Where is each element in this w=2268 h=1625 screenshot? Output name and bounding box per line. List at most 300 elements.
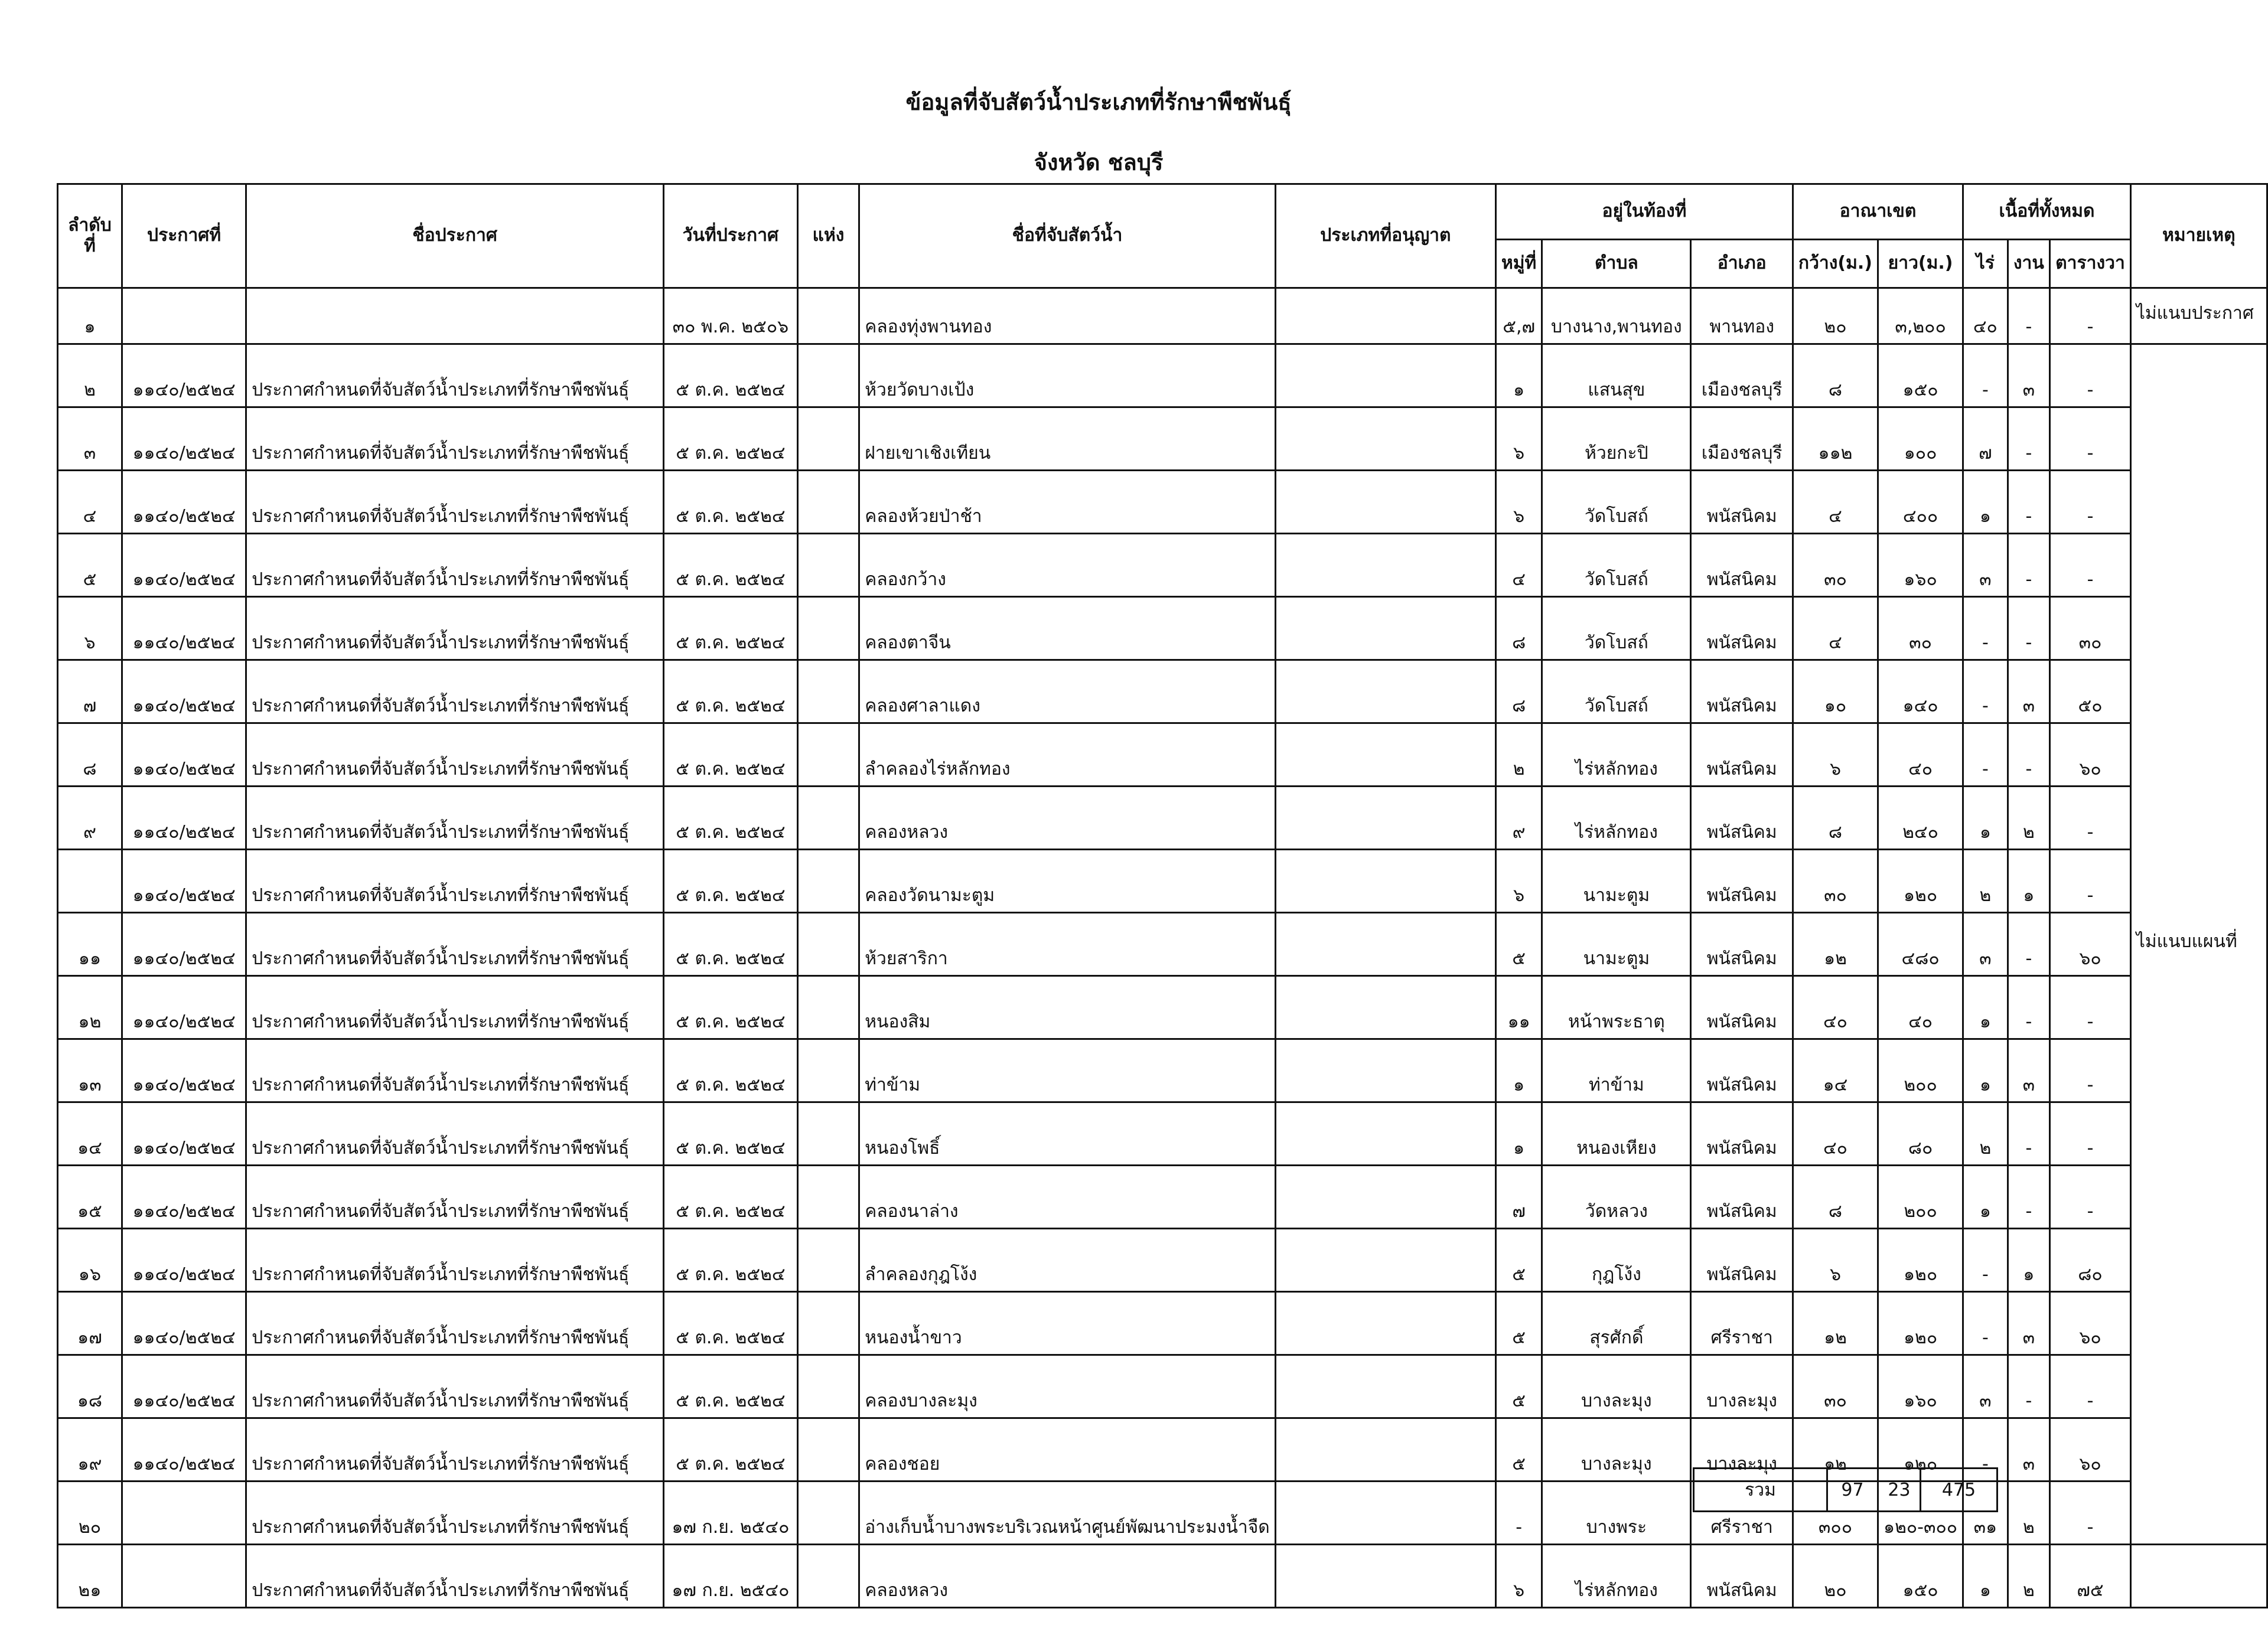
header-moo: หมู่ที่: [1495, 240, 1542, 288]
area-ngan: -: [2008, 1355, 2050, 1418]
row-number: ๑๘: [58, 1355, 122, 1418]
amphoe: พนัสนิคม: [1691, 660, 1793, 723]
row-number: ๒๑: [58, 1545, 122, 1608]
place-name: ฝายเขาเชิงเทียน: [859, 407, 1276, 471]
tambon: วัดโบสถ์: [1542, 471, 1691, 534]
area-ngan: ๓: [2008, 1039, 2050, 1102]
area-sqwa: ๘๐: [2050, 1229, 2131, 1292]
announcement-date: ๕ ต.ค. ๒๕๒๔: [663, 850, 797, 913]
width-m: ๔๐: [1793, 976, 1878, 1039]
length-m: ๓๐: [1878, 597, 1963, 660]
area-sqwa: -: [2050, 471, 2131, 534]
area-rai: ๑: [1963, 1545, 2008, 1608]
area-rai: ๒: [1963, 1102, 2008, 1166]
area-rai: -: [1963, 344, 2008, 407]
moo-number: ๗: [1495, 1166, 1542, 1229]
place-name: คลองตาจีน: [859, 597, 1276, 660]
area-sqwa: -: [2050, 850, 2131, 913]
area-rai: ๑: [1963, 976, 2008, 1039]
total-ngan: 23: [1878, 1469, 1921, 1512]
width-m: ๑๒: [1793, 1292, 1878, 1355]
header-remark: หมายเหตุ: [2130, 184, 2267, 288]
amphoe: พนัสนิคม: [1691, 1229, 1793, 1292]
area-ngan: -: [2008, 471, 2050, 534]
area-sqwa: ๖๐: [2050, 1418, 2131, 1482]
place-count: [797, 407, 859, 471]
area-sqwa: -: [2050, 1166, 2131, 1229]
place-count: [797, 787, 859, 850]
header-amphoe: อำเภอ: [1691, 240, 1793, 288]
width-m: ๘: [1793, 1166, 1878, 1229]
header-location: อยู่ในท้องที่: [1495, 184, 1793, 240]
area-sqwa: -: [2050, 407, 2131, 471]
place-name: คลองหลวง: [859, 1545, 1276, 1608]
permit-type: [1275, 597, 1495, 660]
width-m: ๓๐: [1793, 534, 1878, 597]
moo-number: ๕,๗: [1495, 288, 1542, 344]
tambon: กุฎโง้ง: [1542, 1229, 1691, 1292]
announcement-name: ประกาศกำหนดที่จับสัตว์น้ำประเภทที่รักษาพืชพันธุ์: [246, 723, 664, 787]
amphoe: พนัสนิคม: [1691, 534, 1793, 597]
place-name: อ่างเก็บน้ำบางพระบริเวณหน้าศูนย์พัฒนาประมงน้ำจืด: [859, 1482, 1276, 1545]
place-name: หนองโพธิ์: [859, 1102, 1276, 1166]
area-ngan: ๓: [2008, 660, 2050, 723]
total-sqwa: 475: [1921, 1469, 1997, 1512]
announcement-number: ๑๑๔๐/๒๕๒๔: [122, 534, 246, 597]
announcement-date: ๕ ต.ค. ๒๕๒๔: [663, 534, 797, 597]
announcement-date: ๑๗ ก.ย. ๒๕๔๐: [663, 1545, 797, 1608]
place-count: [797, 1166, 859, 1229]
area-sqwa: -: [2050, 288, 2131, 344]
moo-number: ๖: [1495, 471, 1542, 534]
announcement-name: ประกาศกำหนดที่จับสัตว์น้ำประเภทที่รักษาพืชพันธุ์: [246, 1545, 664, 1608]
announcement-number: ๑๑๔๐/๒๕๒๔: [122, 787, 246, 850]
table-row: [58, 1292, 2267, 1355]
moo-number: ๖: [1495, 1545, 1542, 1608]
width-m: ๓๐: [1793, 850, 1878, 913]
area-sqwa: -: [2050, 344, 2131, 407]
area-ngan: -: [2008, 407, 2050, 471]
place-name: คลองบางละมุง: [859, 1355, 1276, 1418]
width-m: ๑๒: [1793, 913, 1878, 976]
width-m: ๖: [1793, 723, 1878, 787]
area-rai: ๗: [1963, 407, 2008, 471]
announcement-number: ๑๑๔๐/๒๕๒๔: [122, 1292, 246, 1355]
announcement-number: [122, 1545, 246, 1608]
area-rai: ๑: [1963, 1039, 2008, 1102]
area-ngan: -: [2008, 723, 2050, 787]
table-row: [58, 976, 2267, 1039]
area-ngan: ๓: [2008, 344, 2050, 407]
header-rai: ไร่: [1963, 240, 2008, 288]
table-row: [58, 660, 2267, 723]
table-row: [58, 1166, 2267, 1229]
amphoe: พนัสนิคม: [1691, 723, 1793, 787]
tambon: แสนสุข: [1542, 344, 1691, 407]
announcement-name: ประกาศกำหนดที่จับสัตว์น้ำประเภทที่รักษาพืชพันธุ์: [246, 1166, 664, 1229]
header-boundary: อาณาเขต: [1793, 184, 1963, 240]
amphoe: พนัสนิคม: [1691, 976, 1793, 1039]
width-m: ๖: [1793, 1229, 1878, 1292]
moo-number: ๑๑: [1495, 976, 1542, 1039]
total-rai: 97: [1827, 1469, 1878, 1512]
announcement-name: ประกาศกำหนดที่จับสัตว์น้ำประเภทที่รักษาพืชพันธุ์: [246, 850, 664, 913]
area-ngan: -: [2008, 288, 2050, 344]
moo-number: ๑: [1495, 1039, 1542, 1102]
place-count: [797, 850, 859, 913]
area-sqwa: -: [2050, 534, 2131, 597]
permit-type: [1275, 1545, 1495, 1608]
length-m: ๔๐: [1878, 723, 1963, 787]
length-m: ๑๒๐-๓๐๐: [1878, 1482, 1963, 1545]
tambon: บางพระ: [1542, 1482, 1691, 1545]
total-row: [1694, 1469, 1997, 1512]
announcement-date: ๓๐ พ.ค. ๒๕๐๖: [663, 288, 797, 344]
table-row: [58, 850, 2267, 913]
area-rai: ๑: [1963, 471, 2008, 534]
table-row: [58, 597, 2267, 660]
length-m: ๒๐๐: [1878, 1039, 1963, 1102]
length-m: ๑๔๐: [1878, 660, 1963, 723]
place-count: [797, 976, 859, 1039]
area-sqwa: -: [2050, 1102, 2131, 1166]
length-m: ๑๒๐: [1878, 1292, 1963, 1355]
place-count: [797, 1102, 859, 1166]
announcement-date: ๕ ต.ค. ๒๕๒๔: [663, 1355, 797, 1418]
area-ngan: -: [2008, 534, 2050, 597]
announcement-number: ๑๑๔๐/๒๕๒๔: [122, 1166, 246, 1229]
announcement-date: ๕ ต.ค. ๒๕๒๔: [663, 1102, 797, 1166]
length-m: ๑๒๐: [1878, 850, 1963, 913]
area-ngan: ๓: [2008, 1418, 2050, 1482]
announcement-date: ๕ ต.ค. ๒๕๒๔: [663, 344, 797, 407]
moo-number: ๖: [1495, 850, 1542, 913]
area-sqwa: ๕๐: [2050, 660, 2131, 723]
width-m: ๑๒: [1793, 1418, 1878, 1482]
place-count: [797, 288, 859, 344]
width-m: ๑๑๒: [1793, 407, 1878, 471]
permit-type: [1275, 407, 1495, 471]
announcement-date: ๕ ต.ค. ๒๕๒๔: [663, 1166, 797, 1229]
tambon: วัดหลวง: [1542, 1166, 1691, 1229]
row-number: ๑๓: [58, 1039, 122, 1102]
length-m: ๑๒๐: [1878, 1229, 1963, 1292]
row-number: ๔: [58, 471, 122, 534]
place-count: [797, 1229, 859, 1292]
area-ngan: -: [2008, 913, 2050, 976]
announcement-number: ๑๑๔๐/๒๕๒๔: [122, 407, 246, 471]
amphoe: พนัสนิคม: [1691, 787, 1793, 850]
place-count: [797, 1292, 859, 1355]
tambon: ท่าข้าม: [1542, 1039, 1691, 1102]
table-row: [58, 344, 2267, 407]
width-m: ๘: [1793, 344, 1878, 407]
area-rai: -: [1963, 1418, 2008, 1482]
tambon: นามะตูม: [1542, 850, 1691, 913]
length-m: ๘๐: [1878, 1102, 1963, 1166]
tambon: บางละมุง: [1542, 1355, 1691, 1418]
amphoe: ศรีราชา: [1691, 1292, 1793, 1355]
total-table: [1693, 1467, 1998, 1512]
moo-number: ๑: [1495, 1102, 1542, 1166]
area-sqwa: ๖๐: [2050, 913, 2131, 976]
announcement-number: ๑๑๔๐/๒๕๒๔: [122, 1229, 246, 1292]
tambon: สุรศักดิ์: [1542, 1292, 1691, 1355]
announcement-number: ๑๑๔๐/๒๕๒๔: [122, 913, 246, 976]
row-number: ๒: [58, 344, 122, 407]
document-title: ข้อมูลที่จับสัตว์น้ำประเภทที่รักษาพืชพันธุ์: [905, 89, 1292, 115]
table-row: [58, 471, 2267, 534]
place-name: คลองชอย: [859, 1418, 1276, 1482]
amphoe: พนัสนิคม: [1691, 471, 1793, 534]
header-tambon: ตำบล: [1542, 240, 1691, 288]
row-number: ๑: [58, 288, 122, 344]
place-name: คลองวัดนามะตูม: [859, 850, 1276, 913]
moo-number: ๘: [1495, 597, 1542, 660]
header-ngan: งาน: [2008, 240, 2050, 288]
amphoe: พนัสนิคม: [1691, 850, 1793, 913]
amphoe: พนัสนิคม: [1691, 597, 1793, 660]
tambon: ไร่หลักทอง: [1542, 723, 1691, 787]
header-total-area: เนื้อที่ทั้งหมด: [1963, 184, 2131, 240]
tambon: วัดโบสถ์: [1542, 534, 1691, 597]
announcement-name: ประกาศกำหนดที่จับสัตว์น้ำประเภทที่รักษาพืชพันธุ์: [246, 787, 664, 850]
permit-type: [1275, 288, 1495, 344]
table-row: [58, 1229, 2267, 1292]
permit-type: [1275, 723, 1495, 787]
header-sqwa: ตารางวา: [2050, 240, 2131, 288]
announcement-name: ประกาศกำหนดที่จับสัตว์น้ำประเภทที่รักษาพืชพันธุ์: [246, 660, 664, 723]
table-row: [58, 288, 2267, 344]
amphoe: พนัสนิคม: [1691, 1545, 1793, 1608]
area-ngan: ๓: [2008, 1292, 2050, 1355]
length-m: ๒๔๐: [1878, 787, 1963, 850]
area-rai: -: [1963, 597, 2008, 660]
area-sqwa: ๓๐: [2050, 597, 2131, 660]
announcement-date: ๕ ต.ค. ๒๕๒๔: [663, 1039, 797, 1102]
announcement-name: ประกาศกำหนดที่จับสัตว์น้ำประเภทที่รักษาพืชพันธุ์: [246, 1292, 664, 1355]
header-length: ยาว(ม.): [1878, 240, 1963, 288]
permit-type: [1275, 344, 1495, 407]
amphoe: พนัสนิคม: [1691, 1102, 1793, 1166]
announcement-number: [122, 1482, 246, 1545]
width-m: ๔: [1793, 597, 1878, 660]
length-m: ๒๐๐: [1878, 1166, 1963, 1229]
place-count: [797, 660, 859, 723]
announcement-number: [122, 288, 246, 344]
area-rai: ๓: [1963, 534, 2008, 597]
area-rai: -: [1963, 723, 2008, 787]
amphoe: พานทอง: [1691, 288, 1793, 344]
tambon: นามะตูม: [1542, 913, 1691, 976]
area-ngan: ๒: [2008, 1482, 2050, 1545]
announcement-date: ๕ ต.ค. ๒๕๒๔: [663, 597, 797, 660]
permit-type: [1275, 1418, 1495, 1482]
width-m: ๑๔: [1793, 1039, 1878, 1102]
area-rai: ๑: [1963, 787, 2008, 850]
announcement-number: ๑๑๔๐/๒๕๒๔: [122, 1102, 246, 1166]
place-name: คลองห้วยป่าช้า: [859, 471, 1276, 534]
announcement-name: ประกาศกำหนดที่จับสัตว์น้ำประเภทที่รักษาพืชพันธุ์: [246, 597, 664, 660]
permit-type: [1275, 1166, 1495, 1229]
moo-number: ๑: [1495, 344, 1542, 407]
header-announcement-no: ประกาศที่: [122, 184, 246, 288]
area-ngan: ๑: [2008, 850, 2050, 913]
place-count: [797, 1545, 859, 1608]
table-row: [58, 1545, 2267, 1608]
moo-number: ๔: [1495, 534, 1542, 597]
area-rai: ๓๑: [1963, 1482, 2008, 1545]
tambon: ไร่หลักทอง: [1542, 1545, 1691, 1608]
row-number: ๑๙: [58, 1418, 122, 1482]
area-rai: ๒: [1963, 850, 2008, 913]
place-name: คลองศาลาแดง: [859, 660, 1276, 723]
place-count: [797, 1418, 859, 1482]
place-name: หนองสิม: [859, 976, 1276, 1039]
tambon: วัดโบสถ์: [1542, 660, 1691, 723]
moo-number: ๙: [1495, 787, 1542, 850]
row-number: ๙: [58, 787, 122, 850]
amphoe: พนัสนิคม: [1691, 913, 1793, 976]
announcement-name: ประกาศกำหนดที่จับสัตว์น้ำประเภทที่รักษาพืชพันธุ์: [246, 1355, 664, 1418]
tambon: หน้าพระธาตุ: [1542, 976, 1691, 1039]
amphoe: เมืองชลบุรี: [1691, 407, 1793, 471]
moo-number: ๕: [1495, 1292, 1542, 1355]
tambon: บางนาง,พานทอง: [1542, 288, 1691, 344]
moo-number: ๕: [1495, 913, 1542, 976]
moo-number: ๕: [1495, 1418, 1542, 1482]
announcement-number: ๑๑๔๐/๒๕๒๔: [122, 976, 246, 1039]
width-m: ๑๐: [1793, 660, 1878, 723]
area-ngan: -: [2008, 1166, 2050, 1229]
area-ngan: -: [2008, 976, 2050, 1039]
length-m: ๑๐๐: [1878, 407, 1963, 471]
length-m: ๔๐๐: [1878, 471, 1963, 534]
area-ngan: ๒: [2008, 787, 2050, 850]
place-count: [797, 534, 859, 597]
place-name: ลำคลองไร่หลักทอง: [859, 723, 1276, 787]
header-announcement-name: ชื่อประกาศ: [246, 184, 664, 288]
permit-type: [1275, 850, 1495, 913]
place-name: คลองหลวง: [859, 787, 1276, 850]
place-count: [797, 1482, 859, 1545]
remark-first: ไม่แนบประกาศ: [2130, 288, 2267, 344]
length-m: ๑๕๐: [1878, 1545, 1963, 1608]
announcement-number: ๑๑๔๐/๒๕๒๔: [122, 1418, 246, 1482]
document-subtitle: จังหวัด ชลบุรี: [1034, 149, 1164, 175]
permit-type: [1275, 787, 1495, 850]
announcement-date: ๕ ต.ค. ๒๕๒๔: [663, 723, 797, 787]
row-number: ๕: [58, 534, 122, 597]
amphoe: พนัสนิคม: [1691, 1039, 1793, 1102]
announcement-number: ๑๑๔๐/๒๕๒๔: [122, 471, 246, 534]
row-number: ๗: [58, 660, 122, 723]
tambon: บางละมุง: [1542, 1418, 1691, 1482]
announcement-number: ๑๑๔๐/๒๕๒๔: [122, 1355, 246, 1418]
row-number: ๓: [58, 407, 122, 471]
announcement-date: ๕ ต.ค. ๒๕๒๔: [663, 1418, 797, 1482]
permit-type: [1275, 976, 1495, 1039]
announcement-name: ประกาศกำหนดที่จับสัตว์น้ำประเภทที่รักษาพืชพันธุ์: [246, 976, 664, 1039]
data-table: [57, 183, 2268, 1608]
announcement-number: ๑๑๔๐/๒๕๒๔: [122, 723, 246, 787]
permit-type: [1275, 1482, 1495, 1545]
row-number: ๑๗: [58, 1292, 122, 1355]
length-m: ๔๘๐: [1878, 913, 1963, 976]
place-name: คลองนาล่าง: [859, 1166, 1276, 1229]
header-permit-type: ประเภทที่อนุญาต: [1275, 184, 1495, 288]
announcement-number: ๑๑๔๐/๒๕๒๔: [122, 597, 246, 660]
area-rai: -: [1963, 1229, 2008, 1292]
permit-type: [1275, 1229, 1495, 1292]
announcement-date: ๕ ต.ค. ๒๕๒๔: [663, 1292, 797, 1355]
area-sqwa: -: [2050, 1355, 2131, 1418]
amphoe: บางละมุง: [1691, 1418, 1793, 1482]
header-no: ลำดับ ที่: [58, 184, 122, 288]
permit-type: [1275, 471, 1495, 534]
place-count: [797, 344, 859, 407]
table-row: [58, 913, 2267, 976]
width-m: ๒๐: [1793, 288, 1878, 344]
moo-number: ๒: [1495, 723, 1542, 787]
place-name: ห้วยวัดบางเป้ง: [859, 344, 1276, 407]
moo-number: ๕: [1495, 1229, 1542, 1292]
announcement-number: ๑๑๔๐/๒๕๒๔: [122, 1039, 246, 1102]
place-count: [797, 471, 859, 534]
area-sqwa: -: [2050, 787, 2131, 850]
area-ngan: ๒: [2008, 1545, 2050, 1608]
tambon: ห้วยกะปิ: [1542, 407, 1691, 471]
width-m: ๓๐๐: [1793, 1482, 1878, 1545]
place-name: ท่าข้าม: [859, 1039, 1276, 1102]
announcement-date: ๕ ต.ค. ๒๕๒๔: [663, 471, 797, 534]
width-m: ๘: [1793, 787, 1878, 850]
row-number: ๑๕: [58, 1166, 122, 1229]
row-number: ๖: [58, 597, 122, 660]
permit-type: [1275, 660, 1495, 723]
tambon: ไร่หลักทอง: [1542, 787, 1691, 850]
remark-rest: ไม่แนบแผนที่: [2130, 344, 2267, 1545]
permit-type: [1275, 1355, 1495, 1418]
row-number: ๑๒: [58, 976, 122, 1039]
area-rai: ๓: [1963, 913, 2008, 976]
amphoe: บางละมุง: [1691, 1355, 1793, 1418]
announcement-name: ประกาศกำหนดที่จับสัตว์น้ำประเภทที่รักษาพืชพันธุ์: [246, 1482, 664, 1545]
row-number: ๘: [58, 723, 122, 787]
announcement-name: ประกาศกำหนดที่จับสัตว์น้ำประเภทที่รักษาพืชพันธุ์: [246, 407, 664, 471]
place-name: ห้วยสาริกา: [859, 913, 1276, 976]
announcement-number: ๑๑๔๐/๒๕๒๔: [122, 344, 246, 407]
place-name: คลองทุ่งพานทอง: [859, 288, 1276, 344]
width-m: ๓๐: [1793, 1355, 1878, 1418]
announcement-date: ๑๗ ก.ย. ๒๕๔๐: [663, 1482, 797, 1545]
place-count: [797, 913, 859, 976]
table-row: [58, 723, 2267, 787]
row-number: ๑๖: [58, 1229, 122, 1292]
announcement-date: ๕ ต.ค. ๒๕๒๔: [663, 1229, 797, 1292]
permit-type: [1275, 1292, 1495, 1355]
announcement-name: [246, 288, 664, 344]
length-m: ๑๖๐: [1878, 534, 1963, 597]
table-row: [58, 787, 2267, 850]
header-width: กว้าง(ม.): [1793, 240, 1878, 288]
amphoe: พนัสนิคม: [1691, 1166, 1793, 1229]
width-m: ๔๐: [1793, 1102, 1878, 1166]
announcement-date: ๕ ต.ค. ๒๕๒๔: [663, 787, 797, 850]
area-sqwa: -: [2050, 976, 2131, 1039]
length-m: ๓,๒๐๐: [1878, 288, 1963, 344]
tambon: วัดโบสถ์: [1542, 597, 1691, 660]
